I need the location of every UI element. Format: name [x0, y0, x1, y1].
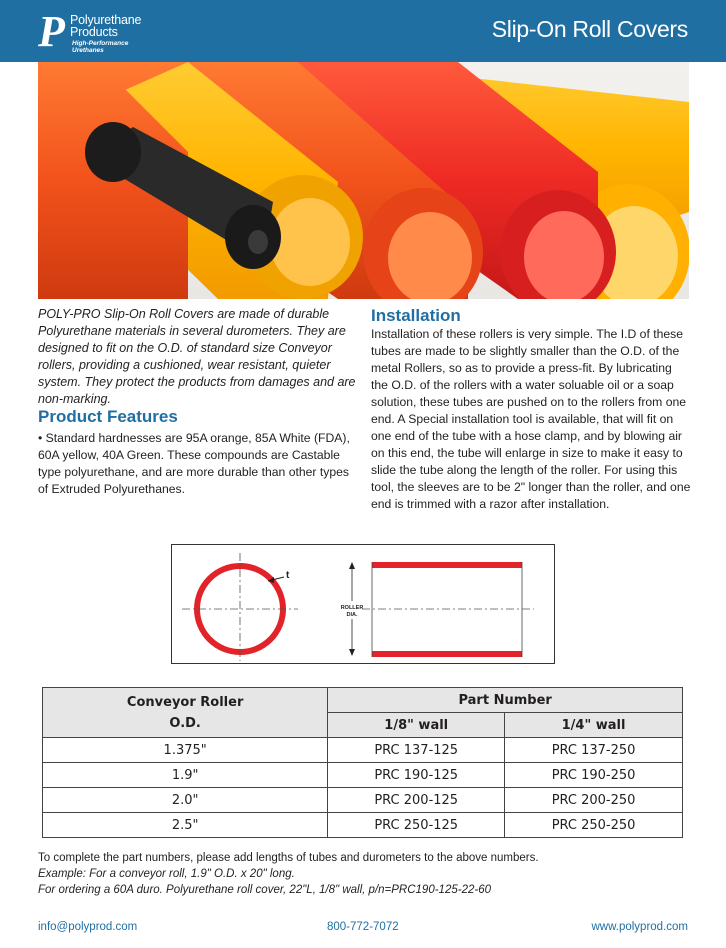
- product-photo: [38, 62, 689, 299]
- header-roller-od-line-2: O.D.: [169, 715, 201, 731]
- roller-dia-label-2: DIA.: [346, 612, 358, 618]
- part-number-table: [42, 687, 683, 838]
- header-quarter-wall: 1/4" wall: [505, 713, 683, 738]
- footer-email-link[interactable]: info@polyprod.com: [38, 921, 138, 933]
- table-row: [43, 738, 683, 763]
- features-heading: Product Features: [38, 407, 178, 426]
- roller-dia-label-1: ROLLER: [340, 605, 364, 611]
- cell-part-250: PRC 137-250: [505, 738, 683, 763]
- notes-line-1: To complete the part numbers, please add lengths of tubes and durometers to the above numbers.: [38, 852, 539, 864]
- table-row: [43, 788, 683, 813]
- cell-od: 1.375": [43, 738, 328, 763]
- roller-diagram-drawing: [172, 545, 553, 662]
- page-title: Slip-On Roll Covers: [491, 16, 688, 42]
- cell-od: 2.0": [43, 788, 328, 813]
- cell-part-250: PRC 250-250: [505, 813, 683, 838]
- table-row: [43, 763, 683, 788]
- roll-covers-image: [38, 62, 689, 299]
- cell-part-250: PRC 190-250: [505, 763, 683, 788]
- logo-letter: P: [38, 7, 65, 56]
- features-body: • Standard hardnesses are 95A orange, 85A White (FDA), 60A yellow, 40A Green. These compounds are Castable type polyurethane, and are more durable than other types of Extruded Polyurethanes.: [38, 431, 350, 496]
- header-banner: [0, 0, 726, 62]
- header-eighth-wall: 1/8" wall: [328, 713, 505, 738]
- header-part-number: Part Number: [328, 688, 683, 713]
- header-roller-od: [43, 688, 328, 738]
- thickness-label: t: [286, 570, 290, 581]
- logo-line-1: Polyurethane: [70, 13, 142, 27]
- cell-od: 1.9": [43, 763, 328, 788]
- cell-part-125: PRC 137-125: [328, 738, 505, 763]
- installation-body: Installation of these rollers is very simple. The I.D of these tubes are made to be slightly smaller than the O.D. of the metal Rollers, so as to provide a press-fit. By lubricating the O.D. of the rollers with a water soluable oil or a soap solution, these tubes are pushed on to the rollers from one end. A Special installation tool is available, that will fit on one end of the tube with a hose clamp, and by blowing air on this end, the tube will enlarge in size to make it easy to slide the tube along the length of the roller. For using this tool, the sleeves are to be 2" longer than the roller, and one end is trimmed with a razor after installation.: [371, 327, 691, 511]
- footer-phone[interactable]: 800-772-7072: [327, 921, 399, 933]
- table-row: [43, 813, 683, 838]
- cell-od: 2.5": [43, 813, 328, 838]
- ordering-notes: [38, 850, 539, 898]
- cell-part-125: PRC 200-125: [328, 788, 505, 813]
- header-roller-od-line-1: Conveyor Roller: [126, 694, 244, 710]
- table-header-row: [43, 688, 683, 713]
- logo-line-2: Products: [70, 25, 118, 39]
- logo-company-name: [70, 14, 141, 38]
- footer-website-link[interactable]: www.polyprod.com: [591, 921, 688, 933]
- logo-tagline-2: Urethanes: [72, 47, 104, 54]
- cell-part-125: PRC 250-125: [328, 813, 505, 838]
- installation-heading: Installation: [371, 306, 461, 325]
- notes-line-2: Example: For a conveyor roll, 1.9" O.D. x 20" long.: [38, 868, 295, 880]
- cell-part-250: PRC 200-250: [505, 788, 683, 813]
- notes-line-3: For ordering a 60A duro. Polyurethane roll cover, 22"L, 1/8" wall, p/n=PRC190-125-22-60: [38, 884, 491, 896]
- logo-tagline-1: High-Performance: [72, 40, 129, 47]
- intro-paragraph: POLY-PRO Slip-On Roll Covers are made of durable Polyurethane materials in several durometers. They are designed to fit on the O.D. of standard size Conveyor rollers, providing a cushioned, wear resistant, quieter system. They protect the products from damages and are non-marking.: [38, 307, 356, 406]
- logo-tagline: [72, 40, 128, 54]
- cell-part-125: PRC 190-125: [328, 763, 505, 788]
- roller-diagram: [171, 544, 555, 664]
- company-logo[interactable]: [38, 7, 178, 56]
